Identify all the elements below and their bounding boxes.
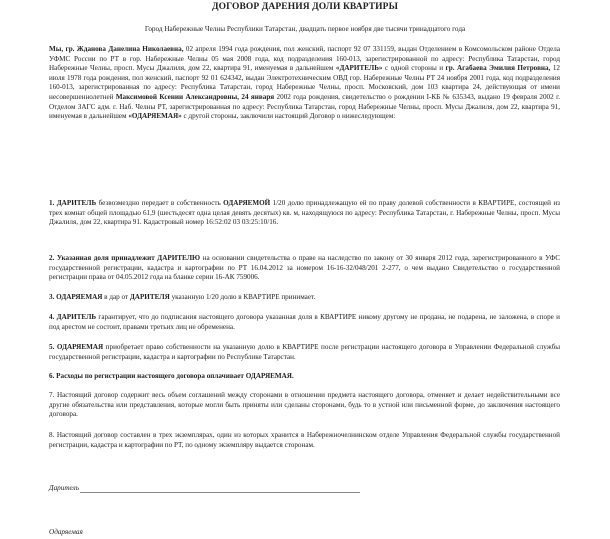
donee-details: 12 июля 1978 года рождения, пол женский, паспорт 92 01 624342, выдан Электротехническим ОВД гор. Набережные Челны РТ 24 ноября 2001 года, код подразделения 160-013, зарегистрированная по адресу: Республика Татарстан, город Набережные Челны, просп. Московский, дом 103 квартира 24, действующая от имени несовершеннолетней	[49, 64, 561, 101]
donor-signature-line	[80, 492, 360, 493]
parties-link: с одной стороны и	[382, 64, 446, 73]
place-date-line: Город Набережные Челны Республики Татарстан, двадцать первое ноября две тысячи тринадцатого года	[144, 25, 466, 33]
minor-details: 2002 года рождения, свидетельство о рождении I-КБ № 635343, выдано 19 февраля 2002 г. Отделом ЗАГС адм. г. Наб. Челны РТ, зарегистрированная по адресу: Республика Татарстан, город Набережные Челны, просп. Мусы Джалиля, дом 22, квартира 91, именуемая в дальнейшем	[49, 92, 560, 121]
clause-8: 8. Настоящий договор составлен в трех экземплярах, один из которых хранится в Набережночелнинском отделе Управления Федеральной службы государственной регистрации, кадастра и картографии по РТ, по одному экземпляру выдается сторонам.	[49, 431, 560, 449]
clause-4-text: гарантирует, что до подписания настоящего договора указанная доля в КВАРТИРЕ никому другому не продана, не подарена, не заложена, в споре и под арестом не состоит, правами третьих лиц не обременена.	[49, 313, 560, 331]
clause-2-text: на основании свидетельства о праве на наследство по закону от 30 января 2012 года, зарегистрированного в УФС государственной регистрации, кадастра и картографии по РТ 16.04.2012 за номером 16-16-32/048/201 2-277, о чем выдано Свидетельство о государственной регистрации права от 04.05.2012 года на бланке серии 16-АК 759006.	[49, 254, 560, 282]
clause-3-text-b: указанную 1/20 долю в КВАРТИРЕ принимает.	[169, 293, 316, 301]
clause-6	[49, 372, 560, 382]
clause-3-lead: 3. ОДАРЯЕМАЯ	[49, 293, 103, 301]
clause-3-text-a: в дар от	[102, 293, 130, 301]
minor-name: Максимовой Ксении Александровны, 24 января	[115, 92, 275, 101]
clause-1	[49, 199, 560, 228]
parties-intro	[49, 45, 560, 122]
clause-6-payer: ОДАРЯЕМАЯ.	[245, 372, 294, 380]
clause-5-lead: 5. ОДАРЯЕМАЯ	[49, 343, 104, 351]
clause-2-donor: ДАРИТЕЛЮ	[157, 254, 201, 262]
clause-4	[49, 313, 560, 332]
document-title: ДОГОВОР ДАРЕНИЯ ДОЛИ КВАРТИРЫ	[211, 2, 399, 12]
donor-signature-label: Даритель	[49, 484, 79, 492]
clause-2	[49, 254, 560, 283]
clause-4-lead: 4. ДАРИТЕЛЬ	[49, 313, 97, 321]
donor-details: 02 апреля 1994 года рождения, пол женский, паспорт 92 07 331159, выдан Отделением в Комсомольском районе Отдела УФМС России по РТ в гор. Набережные Челны 05 мая 2008 года, код подразделения 160-013, зарегистрированной по адресу: Республика Татарстан, город Набережные Челны, просп. Мусы Джалиля, дом 22, квартира 91, именуемая в дальнейшем	[49, 45, 560, 73]
clause-6-lead: 6. Расходы по регистрации настоящего договора оплачивает	[49, 372, 246, 380]
clause-7: 7. Настоящий договор содержит весь объем соглашений между сторонами в отношении предмета настоящего договора, отменяет и делает недействительными все другие обязательства или представления, которые могли быть приняты или сделаны сторонами, будь то в устной или письменной форме, до заключения настоящего договора.	[49, 391, 560, 419]
donee-signature-label: Одаряемая	[49, 528, 83, 536]
clause-2-lead: 2. Указанная доля принадлежит	[49, 254, 158, 262]
donor-name: Мы, гр. Жданова Данелина Николаевна,	[49, 45, 184, 53]
clause-1-text-a: безвозмездно передает в собственность	[96, 199, 224, 207]
intro-closing: с другой стороны, заключили настоящий Договор о нижеследующем:	[181, 112, 396, 121]
clause-1-lead: 1. ДАРИТЕЛЬ	[49, 199, 97, 207]
donee-role: «ОДАРЯЕМАЯ»	[128, 112, 182, 121]
clause-5	[49, 343, 560, 362]
donor-role: «ДАРИТЕЛЬ»	[335, 64, 383, 73]
clause-3-donor: ДАРИТЕЛЯ	[129, 293, 170, 301]
clause-1-text-b: 1/20 долю принадлежащую ей по праву долевой собственности в КВАРТИРЕ, состоящей из трех комнат общей площадью 61,9 (шестьдесят одна целая девять десятых) кв. м, находящуюся по адресу: Республика Татарстан, г. Набережные Челны, просп. Мусы Джалиля, дом 22, квартира 91. Кадастровый номер 16:52:02 03 03:25:10/16.	[49, 199, 560, 227]
clause-1-donee: ОДАРЯЕМОЙ	[223, 199, 271, 207]
clause-3	[49, 293, 560, 303]
donee-name: гр. Агабаева Эмилия Петровна,	[445, 64, 551, 73]
clause-5-text: приобретает право собственности на указанную долю в КВАРТИРЕ после регистрации настоящего договора в Управлении Федеральной службы государственной регистрации, кадастра и картографии по Республике Татарстан.	[49, 343, 560, 361]
